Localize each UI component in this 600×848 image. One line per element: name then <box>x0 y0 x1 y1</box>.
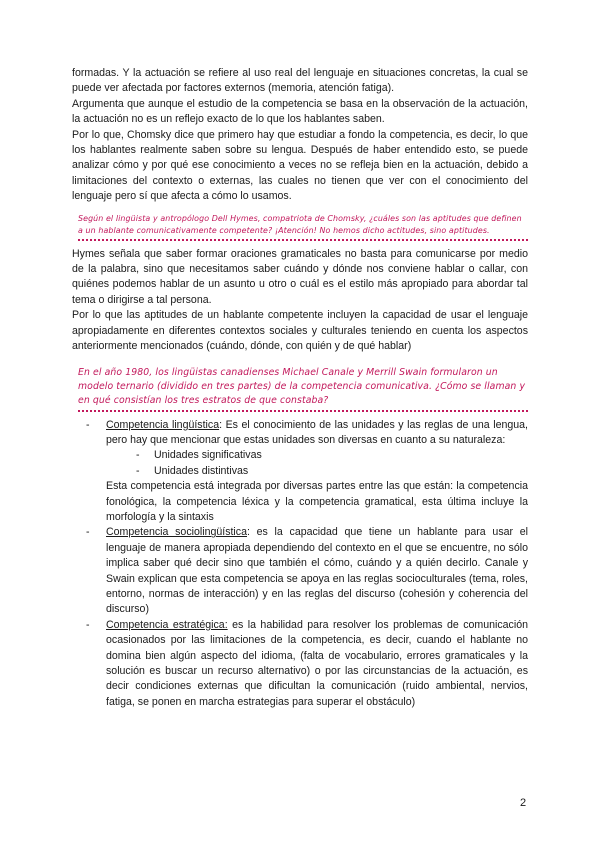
paragraph-hymes: Hymes señala que saber formar oraciones gramaticales no basta para comunicarse por medio de la palabra, sino que necesitamos saber cuándo y dónde nos conviene hablar o callar, con quiénes podemos hablar de un asunto u otro o cuál es el estilo más apropiado para abordar tal tema o dirigirse a tal persona. <box>72 247 528 306</box>
text-linguistica-extra: Esta competencia está integrada por diversas partes entre las que están: la competencia fonológica, la competencia léxica y la competencia gramatical, esta última incluye la morfología y la sintaxis <box>106 480 528 523</box>
term-sociolinguistica: Competencia sociolingüística <box>106 526 247 539</box>
dotted-divider <box>78 410 528 412</box>
handwritten-question-hymes: Según el lingüista y antropólogo Dell Hymes, compatriota de Chomsky, ¿cuáles son las aptitudes que definen a un hablante comunicativamente competente? ¡Atención! No hemos dicho actitudes, sino aptitudes. <box>78 213 522 235</box>
text-linguistica: : Es el conocimiento de las unidades y las reglas de una lengua, pero hay que mencionar que estas unidades son diversas en cuanto a su naturaleza: <box>106 418 528 446</box>
paragraph-chomsky: Por lo que, Chomsky dice que primero hay que estudiar a fondo la competencia, es decir, lo que los hablantes realmente saben sobre su lengua. Después de haber entendido esto, se puede analizar cómo y por qué ese conocimiento a veces no se refleja bien en la actuación, debido a limitaciones del contexto o externas, las cuales no tienen que ver con el conocimiento del lenguaje pero sí que afecta a cómo lo usamos. <box>72 128 528 203</box>
units-list <box>106 448 528 479</box>
unit-item: - Unidades distintivas <box>106 464 528 479</box>
list-item-sociolinguistica <box>86 525 528 617</box>
unit-item: - Unidades significativas <box>106 448 528 463</box>
list-item-linguistica <box>86 418 528 526</box>
page-number: 2 <box>520 797 527 809</box>
term-estrategica: Competencia estratégica: <box>106 618 228 631</box>
text-sociolinguistica: : es la capacidad que tiene un hablante para usar el lenguaje de manera apropiada dependiendo del contexto en el que se encuentre, no sólo implica saber qué decir sino que también el cómo, cuándo y a quién decirlo. Canale y Swain explican que esta competencia se apoya en las reglas socioculturales (tema, roles, entorno, normas de interacción) y en las reglas del discurso (cohesión y coherencia del discurso) <box>106 526 528 616</box>
competencias-list <box>72 418 528 711</box>
document-page <box>72 66 528 710</box>
handwritten-question-canale-swain: En el año 1980, los lingüistas canadienses Michael Canale y Merrill Swain formularon un modelo ternario (dividido en tres partes) de la competencia comunicativa. ¿Cómo se llaman y en qué consistían los tres estratos de que constaba? <box>78 366 526 406</box>
paragraph-actuacion: formadas. Y la actuación se refiere al uso real del lenguaje en situaciones concretas, la cual se puede ver afectada por factores externos (memoria, atención fatiga). <box>72 67 528 95</box>
dotted-divider <box>78 239 528 241</box>
paragraph-aptitudes: Por lo que las aptitudes de un hablante competente incluyen la capacidad de usar el lenguaje apropiadamente en diferentes contextos sociales y culturales teniendo en cuenta los aspectos anteriormente mencionados (cuándo, dónde, con quién y de qué hablar) <box>72 309 528 353</box>
list-item-estrategica <box>86 618 528 710</box>
paragraph-argumenta: Argumenta que aunque el estudio de la competencia se basa en la observación de la actuación, la actuación no es un reflejo exacto de lo que los hablantes saben. <box>72 97 528 126</box>
term-linguistica: Competencia lingüística <box>106 418 220 431</box>
text-estrategica: es la habilidad para resolver los problemas de comunicación ocasionados por las limitaciones de la competencia, es decir, cuando el hablante no domina bien algún aspecto del idioma, (falta de vocabulario, errores gramaticales y la solución es buscar un recurso alternativo) o por las circunstancias de la actuación, es decir condiciones externas que dificultan la comunicación (ruido ambiental, nervios, fatiga, se ponen en marcha estrategias para superar el obstáculo) <box>106 618 528 708</box>
